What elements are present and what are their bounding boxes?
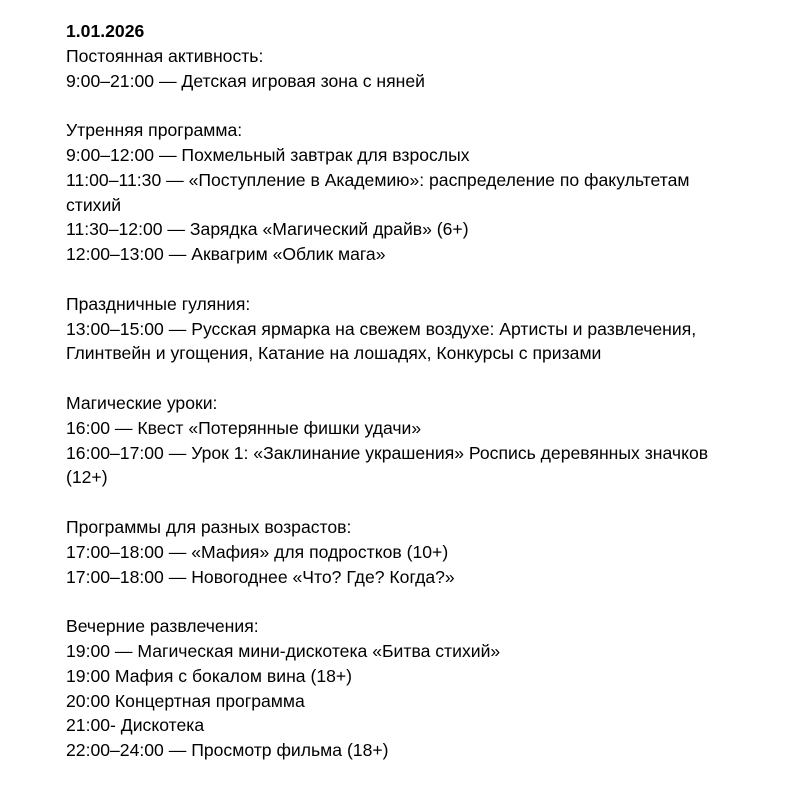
schedule-item: 11:30–12:00 — Зарядка «Магический драйв» (6+) xyxy=(66,219,469,240)
section-title: Программы для разных возрастов: xyxy=(66,516,352,537)
section-morning-program xyxy=(66,118,746,267)
section-evening-entertainment xyxy=(66,614,746,763)
section-title: Постоянная активность: xyxy=(66,45,264,66)
schedule-item: 19:00 — Магическая мини-дискотека «Битва стихий» xyxy=(66,640,501,661)
section-title: Праздничные гуляния: xyxy=(66,293,251,314)
schedule-item: 21:00- Дискотека xyxy=(66,715,205,736)
section-age-programs xyxy=(66,515,746,589)
schedule-item: 20:00 Концертная программа xyxy=(66,690,305,711)
schedule-item: 17:00–18:00 — «Мафия» для подростков (10+) xyxy=(66,541,449,562)
schedule-item: 16:00–17:00 — Урок 1: «Заклинание украшения» Роспись деревянных значков (12+) xyxy=(66,442,709,488)
section-title: Вечерние развлечения: xyxy=(66,616,259,637)
schedule-item: 22:00–24:00 — Просмотр фильма (18+) xyxy=(66,740,389,761)
section-title: Утренняя программа: xyxy=(66,120,243,141)
section-title: Магические уроки: xyxy=(66,392,218,413)
schedule-item: 19:00 Мафия с бокалом вина (18+) xyxy=(66,665,353,686)
schedule-date: 1.01.2026 xyxy=(66,21,145,41)
schedule-item: 12:00–13:00 — Аквагрим «Облик мага» xyxy=(66,244,386,265)
schedule-item: 11:00–11:30 — «Поступление в Академию»: распределение по факультетам стихий xyxy=(66,169,690,215)
schedule-item: 9:00–12:00 — Похмельный завтрак для взрослых xyxy=(66,144,470,165)
schedule-item: 13:00–15:00 — Русская ярмарка на свежем воздухе: Артисты и развлечения, Глинтвейн и угощения, Катание на лошадях, Конкурсы с призами xyxy=(66,318,697,364)
schedule-item: 17:00–18:00 — Новогоднее «Что? Где? Когда?» xyxy=(66,566,455,587)
schedule-item: 9:00–21:00 — Детская игровая зона с няней xyxy=(66,70,425,91)
schedule-item: 16:00 — Квест «Потерянные фишки удачи» xyxy=(66,417,422,438)
section-constant-activity xyxy=(66,44,746,94)
section-festivities xyxy=(66,292,746,366)
section-magic-lessons xyxy=(66,391,746,490)
schedule-document xyxy=(66,19,746,763)
